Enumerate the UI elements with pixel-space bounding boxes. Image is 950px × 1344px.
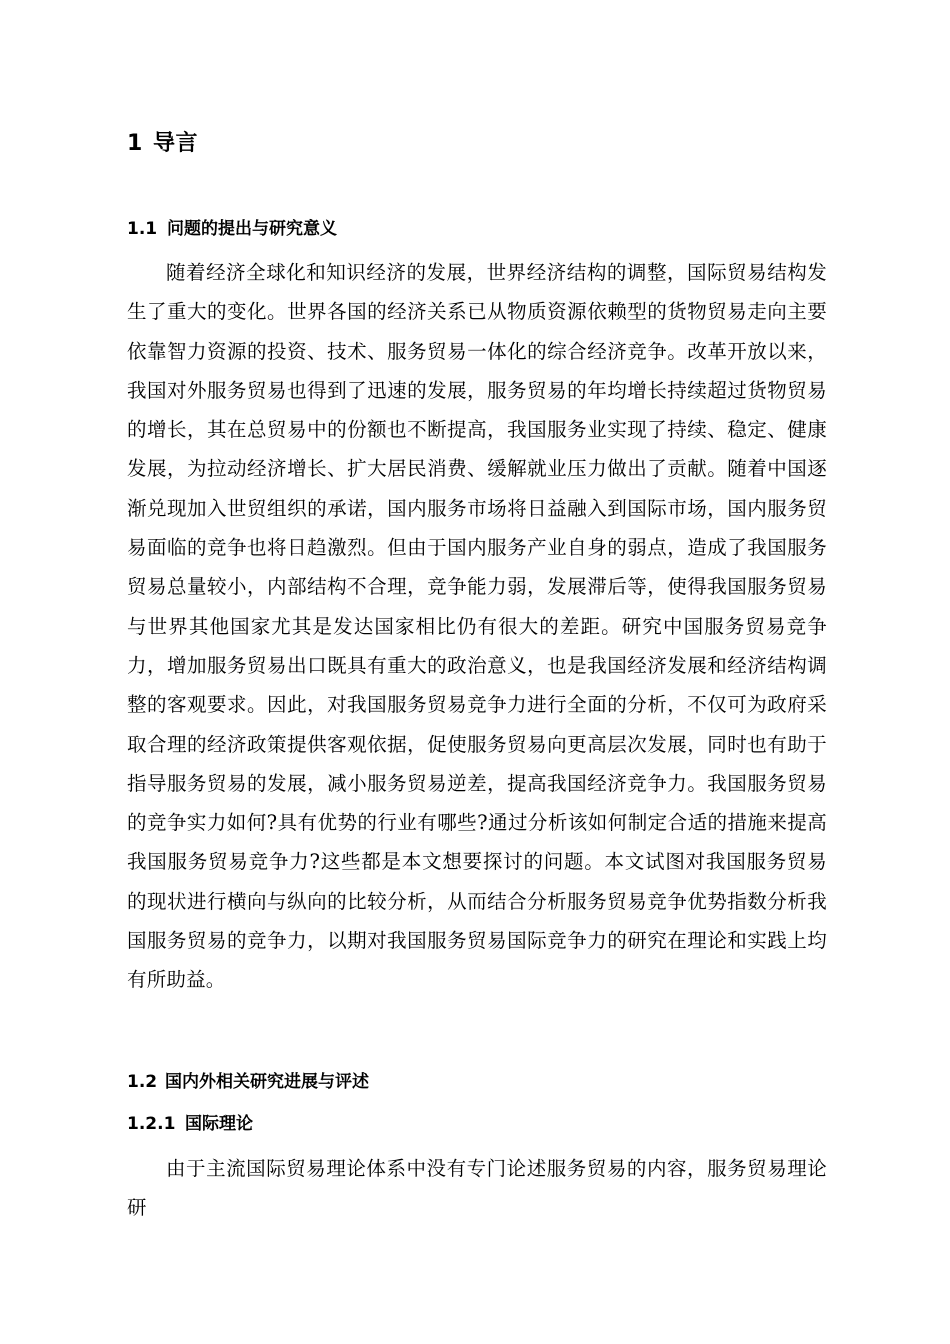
body-paragraph-2: 由于主流国际贸易理论体系中没有专门论述服务贸易的内容，服务贸易理论研 [127, 1157, 827, 1220]
body-paragraph-1: 随着经济全球化和知识经济的发展，世界经济结构的调整，国际贸易结构发生了重大的变化。世界各国的经济关系已从物质资源依赖型的货物贸易走向主要依靠智力资源的投资、技术、服务贸易一体化的综合经济竞争。改革开放以来，我国对外服务贸易也得到了迅速的发展，服务贸易的年均增长持续超过货物贸易的增长，其在总贸易中的份额也不断提高，我国服务业实现了持续、稳定、健康发展，为拉动经济增长、扩大居民消费、缓解就业压力做出了贡献。随着中国逐渐兑现加入世贸组织的承诺，国内服务市场将日益融入到国际市场，国内服务贸易面临的竞争也将日趋激烈。但由于国内服务产业自身的弱点，造成了我国服务贸易总量较小，内部结构不合理，竞争能力弱，发展滞后等，使得我国服务贸易与世界其他国家尤其是发达国家相比仍有很大的差距。研究中国服务贸易竞争力，增加服务贸易出口既具有重大的政治意义，也是我国经济发展和经济结构调整的客观要求。因此，对我国服务贸易竞争力进行全面的分析，不仅可为政府采取合理的经济政策提供客观依据，促使服务贸易向更高层次发展，同时也有助于指导服务贸易的发展，减小服务贸易逆差，提高我国经济竞争力。我国服务贸易的竞争实力如何?具有优势的行业有哪些?通过分析该如何制定合适的措施来提高我国服务贸易竞争力?这些都是本文想要探讨的问题。本文试图对我国服务贸易的现状进行横向与纵向的比较分析，从而结合分析服务贸易竞争优势指数分析我国服务贸易的竞争力，以期对我国服务贸易国际竞争力的研究在理论和实践上均有所助益。 [127, 261, 827, 992]
chapter-title: 导言 [153, 131, 199, 156]
chapter-heading [127, 128, 198, 160]
subsection-title: 国际理论 [185, 1114, 253, 1134]
subsection-number: 1.2.1 [127, 1114, 176, 1134]
subsection-heading-1-2-1 [127, 1111, 253, 1137]
section-heading-1-2 [127, 1069, 369, 1095]
chapter-number: 1 [127, 131, 143, 156]
section-number: 1.2 [127, 1072, 158, 1092]
section-number: 1.1 [127, 219, 158, 239]
section-title: 国内外相关研究进展与评述 [165, 1072, 369, 1092]
section-heading-1-1 [127, 216, 337, 242]
section-title: 问题的提出与研究意义 [167, 219, 337, 239]
